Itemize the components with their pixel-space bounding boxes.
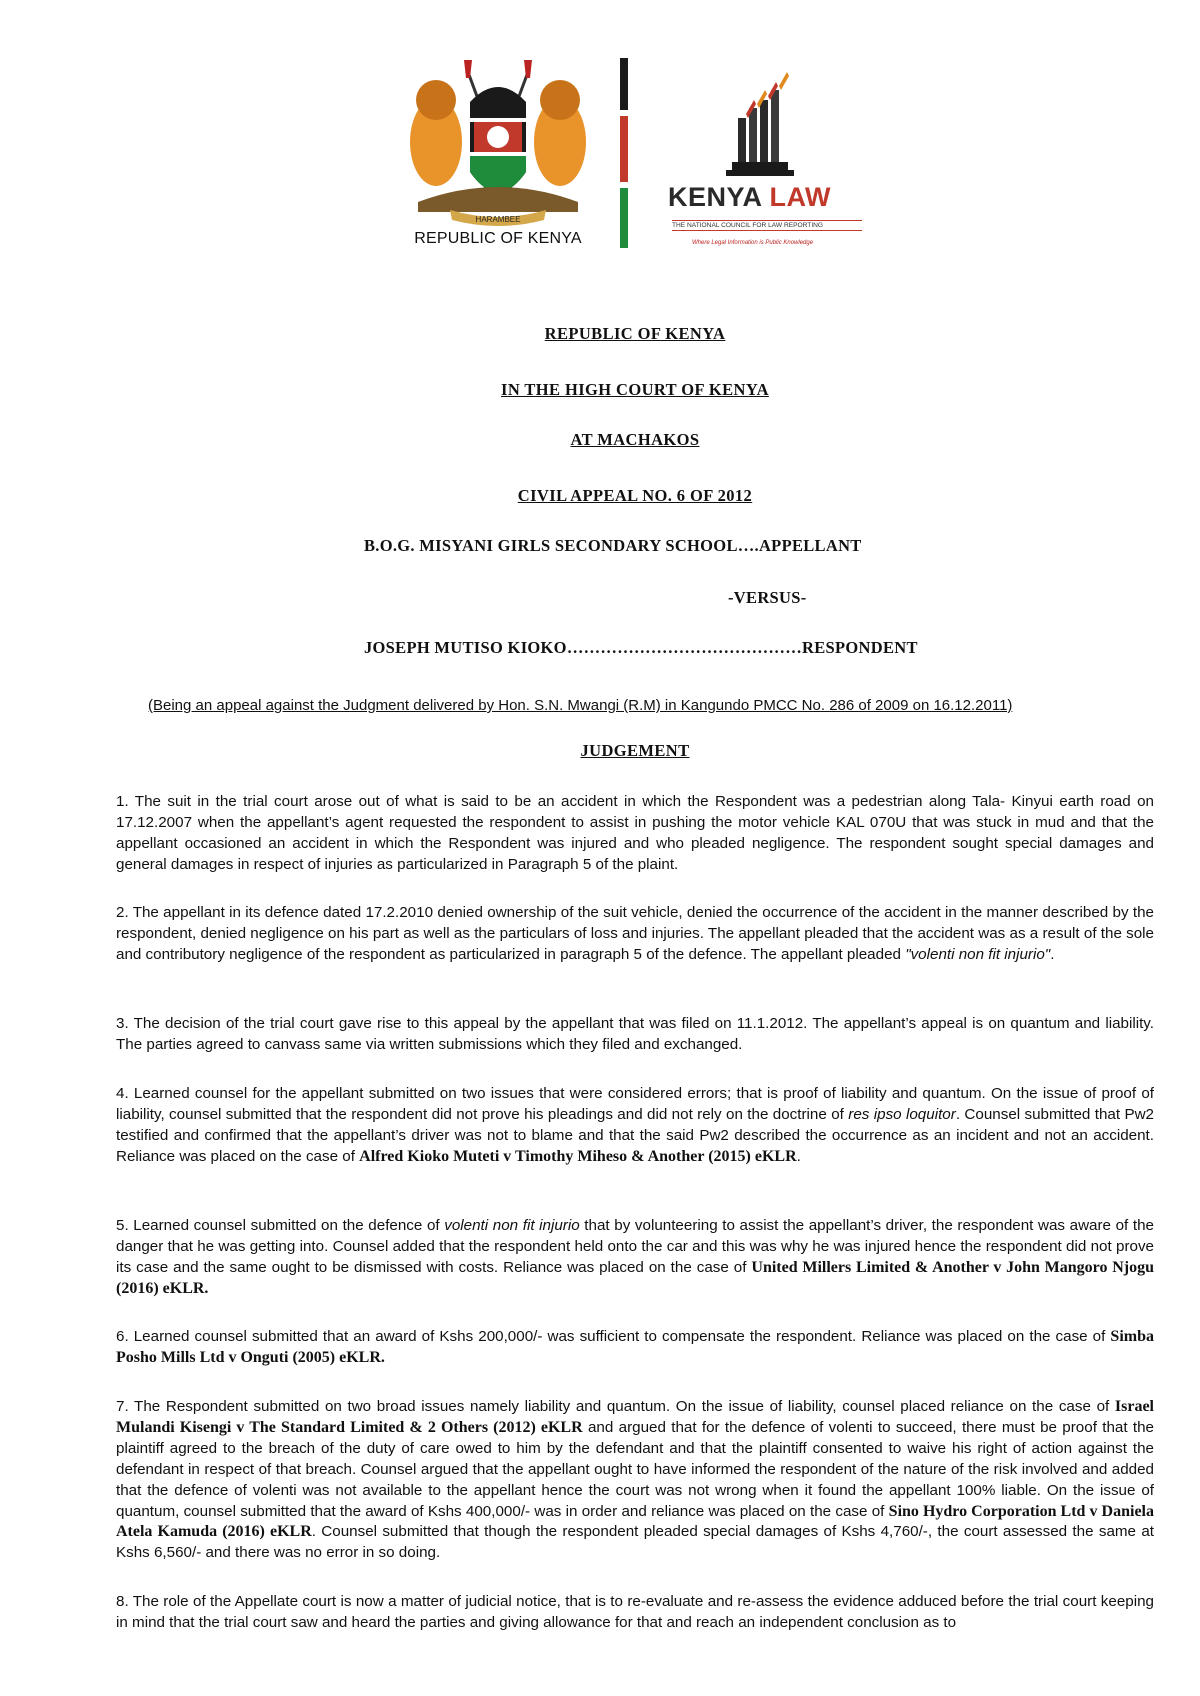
paragraph-3: 3. The decision of the trial court gave rise to this appeal by the appellant that was filed on 11.1.2012. The appellant’s appeal is on quantum and liability. The parties agreed to canvass same via written submissions which they filed and exchanged. xyxy=(116,1015,1154,1053)
case-citation: United Millers Limited & Another v John Mangoro Njogu (2016) eKLR. xyxy=(116,1258,1154,1297)
coat-of-arms xyxy=(398,52,598,252)
kenya-law-subtitle: THE NATIONAL COUNCIL FOR LAW REPORTING xyxy=(672,220,862,231)
heading-case-number: CIVIL APPEAL NO. 6 OF 2012 xyxy=(517,486,753,505)
kenya-law-logo xyxy=(668,70,868,255)
paragraph-5: 5. Learned counsel submitted on the defence of volenti non fit injurio that by volunteering to assist the appellant’s driver, the respondent was aware of the danger that he was getting into. Counsel added that the respondent held onto the car and this was why he was injured hence the respondent did not prove its case and the same ought to be dismissed with costs. Reliance was placed on the case of United Millers Limited & Another v John Mangoro Njogu (2016) eKLR. xyxy=(116,1217,1154,1297)
paragraph-4: 4. Learned counsel for the appellant submitted on two issues that were considered errors; that is proof of liability and quantum. On the issue of proof of liability, counsel submitted that the respondent did not prove his pleadings and did not rely on the doctrine of res ipso loquitor. Counsel submitted that Pw2 testified and confirmed that the appellant’s driver was not to blame and that the said Pw2 described the occurrence as an incident and not an accident. Reliance was placed on the case of Alfred Kioko Muteti v Timothy Miheso & Another (2015) eKLR. xyxy=(116,1085,1155,1165)
paragraph-2: 2. The appellant in its defence dated 17.2.2010 denied ownership of the suit vehicle, denied the occurrence of the accident in the manner described by the respondent, denied negligence on his part as well as the particulars of loss and injuries. The appellant pleaded that the accident was as a result of the sole and contributory negligence of the respondent as particularized in paragraph 5 of the defence. The appellant pleaded "volenti non fit injurio". xyxy=(116,904,1154,963)
respondent-line: JOSEPH MUTISO KIOKO……………………………………RESPONDENT xyxy=(364,638,918,657)
heading-location: AT MACHAKOS xyxy=(570,430,700,449)
appellant-line: B.O.G. MISYANI GIRLS SECONDARY SCHOOL….APPELLANT xyxy=(364,536,862,555)
case-citation: Sino Hydro Corporation Ltd v Daniela Atela Kamuda (2016) eKLR xyxy=(116,1502,1154,1541)
heading-republic: REPUBLIC OF KENYA xyxy=(544,324,726,343)
kenya-law-pillars-icon xyxy=(668,70,868,180)
coat-motto: HARAMBEE xyxy=(475,215,521,224)
heading-court: IN THE HIGH COURT OF KENYA xyxy=(501,380,769,399)
judgement-title: JUDGEMENT xyxy=(580,741,690,760)
case-citation: Israel Mulandi Kisengi v The Standard Limited & 2 Others (2012) eKLR xyxy=(116,1398,1154,1436)
kenya-law-wordmark: KENYA LAW xyxy=(668,182,832,212)
coat-of-arms-emblem-icon xyxy=(398,52,598,232)
flag-divider xyxy=(620,58,628,248)
paragraph-6: 6. Learned counsel submitted that an award of Kshs 200,000/- was sufficient to compensate the respondent. Reliance was placed on the case of Simba Posho Mills Ltd v Onguti (2005) eKLR. xyxy=(116,1328,1154,1366)
versus-line: -VERSUS- xyxy=(728,588,807,607)
appeal-note: (Being an appeal against the Judgment delivered by Hon. S.N. Mwangi (R.M) in Kangundo PMCC No. 286 of 2009 on 16.12.2011) xyxy=(148,697,1013,714)
case-citation: Simba Posho Mills Ltd v Onguti (2005) eKLR. xyxy=(116,1328,1154,1366)
kenya-law-tagline: Where Legal Information is Public Knowledge xyxy=(692,240,814,246)
coat-caption: REPUBLIC OF KENYA xyxy=(414,230,582,247)
paragraph-8: 8. The role of the Appellate court is now a matter of judicial notice, that is to re-evaluate and re-assess the evidence adduced before the trial court keeping in mind that the trial court saw and heard the parties and giving allowance for that and reach an independent conclusion as to xyxy=(116,1593,1154,1631)
paragraph-1: 1. The suit in the trial court arose out of what is said to be an accident in which the Respondent was a pedestrian along Tala- Kinyui earth road on 17.12.2007 when the appellant’s agent requested the respondent to assist in pushing the motor vehicle KAL 070U that was stuck in mud and that the appellant occasioned an accident in which the Respondent was injured and who pleaded negligence. The respondent sought special damages and general damages in respect of injuries as particularized in Paragraph 5 of the plaint. xyxy=(116,793,1154,873)
case-citation: Alfred Kioko Muteti v Timothy Miheso & Another (2015) eKLR xyxy=(359,1147,797,1165)
paragraph-7: 7. The Respondent submitted on two broad issues namely liability and quantum. On the issue of liability, counsel placed reliance on the case of Israel Mulandi Kisengi v The Standard Limited & 2 Others (2012) eKLR and argued that for the defence of volenti to succeed, there must be proof that the plaintiff agreed to the breach of the duty of care owed to him by the defendant and that the plaintiff consented to waive his right of action against the defendant in respect of that breach. Counsel argued that the appellant ought to have informed the respondent of the nature of the risk involved and added that the defence of volenti was not available to the appellant hence the court was not wrong when it found the appellant 100% liable. On the issue of quantum, counsel submitted that the award of Kshs 400,000/- was in order and reliance was placed on the case of Sino Hydro Corporation Ltd v Daniela Atela Kamuda (2016) eKLR. Counsel submitted that though the respondent pleaded special damages of Kshs 4,760/-, the court assessed the same at Kshs 6,560/- and there was no error in so doing. xyxy=(116,1398,1154,1562)
